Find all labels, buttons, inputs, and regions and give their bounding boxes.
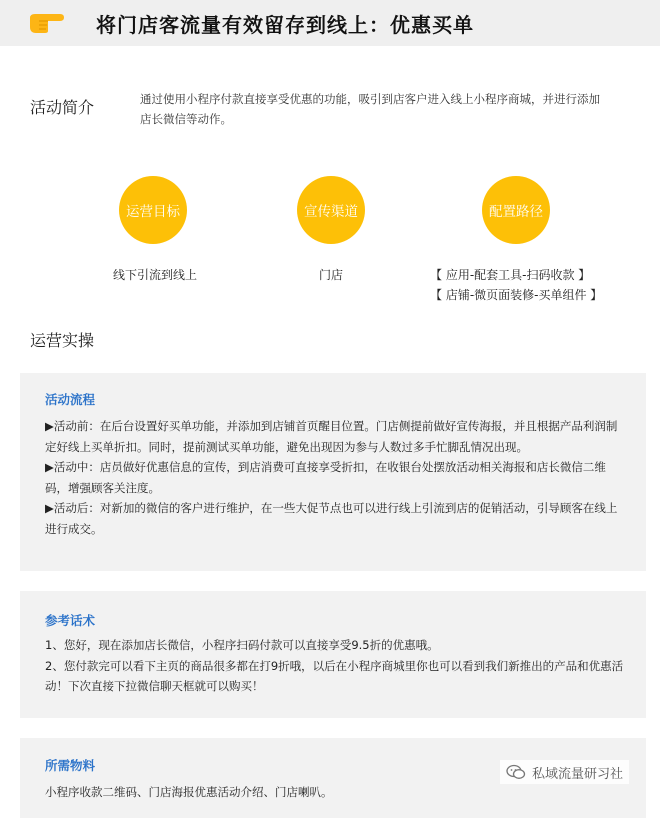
script-line: 2、您付款完可以看下主页的商品很多都在打9折哦，以后在小程序商城里你也可以看到我们新推出的产品和优惠活动！下次直接下拉微信聊天框就可以购买！	[45, 658, 624, 693]
path-circle-label: 配置路径	[489, 204, 543, 220]
script-body	[45, 635, 625, 697]
watermark-text: 私域流量研习社	[532, 766, 624, 782]
path-circle	[482, 176, 550, 244]
flow-line: ▶活动后：对新加的微信的客户进行维护，在一些大促节点也可以进行线上引流到店的促销活动，引导顾客在线上进行成交。	[45, 501, 618, 536]
ops-heading: 运营实操	[30, 331, 95, 350]
goal-caption: 线下引流到线上	[112, 268, 197, 282]
materials-body	[45, 782, 625, 803]
flow-title: 活动流程	[45, 392, 96, 407]
channel-circle-label: 宣传渠道	[304, 204, 358, 220]
path-caption	[430, 265, 630, 305]
script-section	[20, 591, 646, 718]
intro-heading: 活动简介	[30, 98, 95, 117]
script-line: 1、您好，现在添加店长微信，小程序扫码付款可以直接享受9.5折的优惠哦。	[45, 638, 439, 652]
pointing-hand-icon	[26, 9, 66, 35]
header-bar	[0, 0, 660, 46]
materials-title: 所需物料	[45, 758, 96, 773]
goal-circle-label: 运营目标	[126, 204, 180, 220]
path-caption-line: 【 应用-配套工具-扫码收款 】	[430, 268, 591, 282]
flow-section	[20, 373, 646, 571]
flow-body	[45, 416, 625, 539]
materials-line: 小程序收款二维码、门店海报优惠活动介绍、门店喇叭。	[45, 785, 333, 799]
page-title: 将门店客流量有效留存到线上：优惠买单	[96, 13, 474, 37]
channel-circle	[297, 176, 365, 244]
channel-caption: 门店	[318, 268, 343, 282]
goal-circle	[119, 176, 187, 244]
flow-line: ▶活动前：在后台设置好买单功能，并添加到店铺首页醒目位置。门店侧提前做好宣传海报，并且根据产品利润制定好线上买单折扣。同时，提前测试买单功能，避免出现因为参与人数过多手忙脚乱情况出现。	[45, 419, 618, 454]
path-caption-line: 【 店铺-微页面装修-买单组件 】	[430, 288, 603, 302]
script-title: 参考话术	[45, 613, 96, 628]
flow-line: ▶活动中：店员做好优惠信息的宣传，到店消费可直接享受折扣，在收银台处摆放活动相关海报和店长微信二维码，增强顾客关注度。	[45, 460, 606, 495]
intro-description: 通过使用小程序付款直接享受优惠的功能，吸引到店客户进入线上小程序商城，并进行添加店长微信等动作。	[140, 92, 600, 126]
wechat-icon	[506, 764, 526, 780]
watermark	[500, 760, 629, 784]
